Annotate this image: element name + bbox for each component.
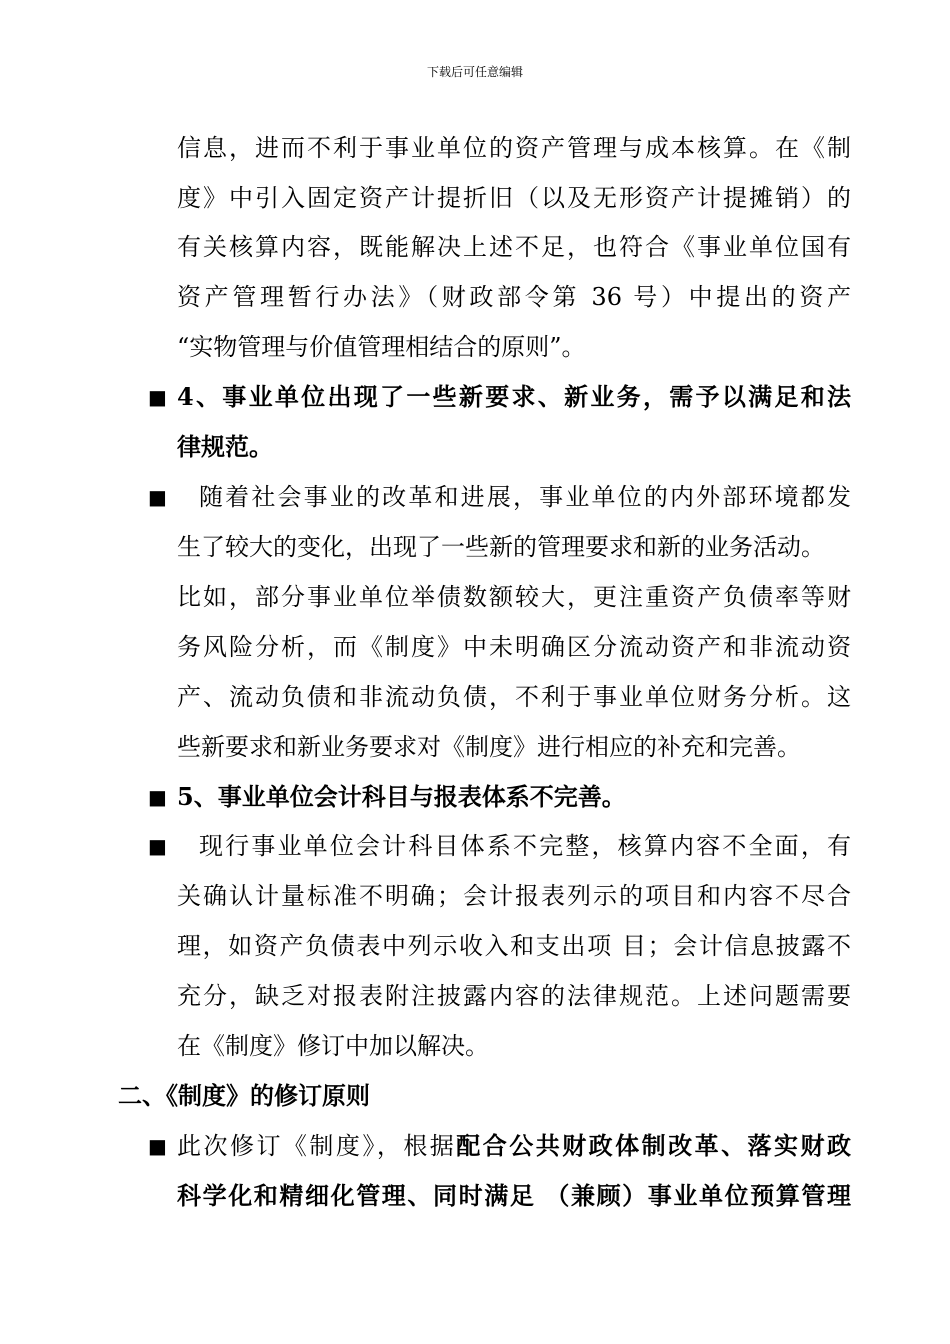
paragraph-line: 些新要求和新业务要求对《制度》进行相应的补充和完善。 — [177, 733, 801, 761]
bullet-icon: ■ — [148, 485, 167, 509]
paragraph-line: 现行事业单位会计科目体系不完整，核算内容不全面，有 — [199, 832, 851, 860]
paragraph-line: 充分，缺乏对报表附注披露内容的法律规范。上述问题需要 — [177, 982, 851, 1010]
paragraph-line: 信息，进而不利于事业单位的资产管理与成本核算。在《制 — [177, 134, 851, 162]
section-title: 二、《制度》的修订原则 — [118, 1081, 370, 1110]
paragraph-line: “实物管理与价值管理相结合的原则”。 — [177, 333, 586, 361]
paragraph-line: 有关核算内容，既能解决上述不足，也符合《事业单位国有 — [177, 233, 851, 261]
paragraph-line: 理，如资产负债表中列示收入和支出项 目；会计信息披露不 — [177, 932, 851, 960]
paragraph-line: 随着社会事业的改革和进展，事业单位的内外部环境都发 — [199, 483, 851, 511]
bullet-icon: ■ — [148, 1134, 167, 1158]
bullet-icon: ■ — [148, 834, 167, 858]
paragraph-line: 度》中引入固定资产计提折旧（以及无形资产计提摊销）的 — [177, 184, 851, 212]
paragraph-line — [177, 1129, 851, 1163]
paragraph-line: 科学化和精细化管理、同时满足 （兼顾）事业单位预算管理 — [177, 1181, 851, 1210]
text-normal: 此次修订《制度》，根据 — [177, 1132, 457, 1160]
section-heading-4-cont: 律规范。 — [177, 432, 273, 461]
bullet-icon: ■ — [148, 785, 167, 809]
paragraph-line: 关确认计量标准不明确；会计报表列示的项目和内容不尽合 — [177, 882, 851, 910]
text-bold: 配合公共财政体制改革、落实财政 — [456, 1131, 852, 1160]
paragraph-line: 在《制度》修订中加以解决。 — [177, 1032, 489, 1060]
paragraph-line: 资产管理暂行办法》（财政部令第 36 号）中提出的资产 — [177, 283, 851, 311]
section-heading-5: 5、事业单位会计科目与报表体系不完善。 — [177, 782, 626, 811]
page-header: 下载后可任意编辑 — [426, 65, 523, 79]
paragraph-line: 比如，部分事业单位举债数额较大，更注重资产负债率等财 — [177, 583, 851, 611]
paragraph-line: 产、流动负债和非流动负债，不利于事业单位财务分析。这 — [177, 683, 851, 711]
section-heading-4: 4、事业单位出现了一些新要求、新业务，需予以满足和法 — [177, 382, 851, 411]
paragraph-line: 生了较大的变化，出现了一些新的管理要求和新的业务活动。 — [177, 533, 825, 561]
bullet-icon: ■ — [148, 385, 167, 409]
paragraph-line: 务风险分析，而《制度》中未明确区分流动资产和非流动资 — [177, 633, 851, 661]
